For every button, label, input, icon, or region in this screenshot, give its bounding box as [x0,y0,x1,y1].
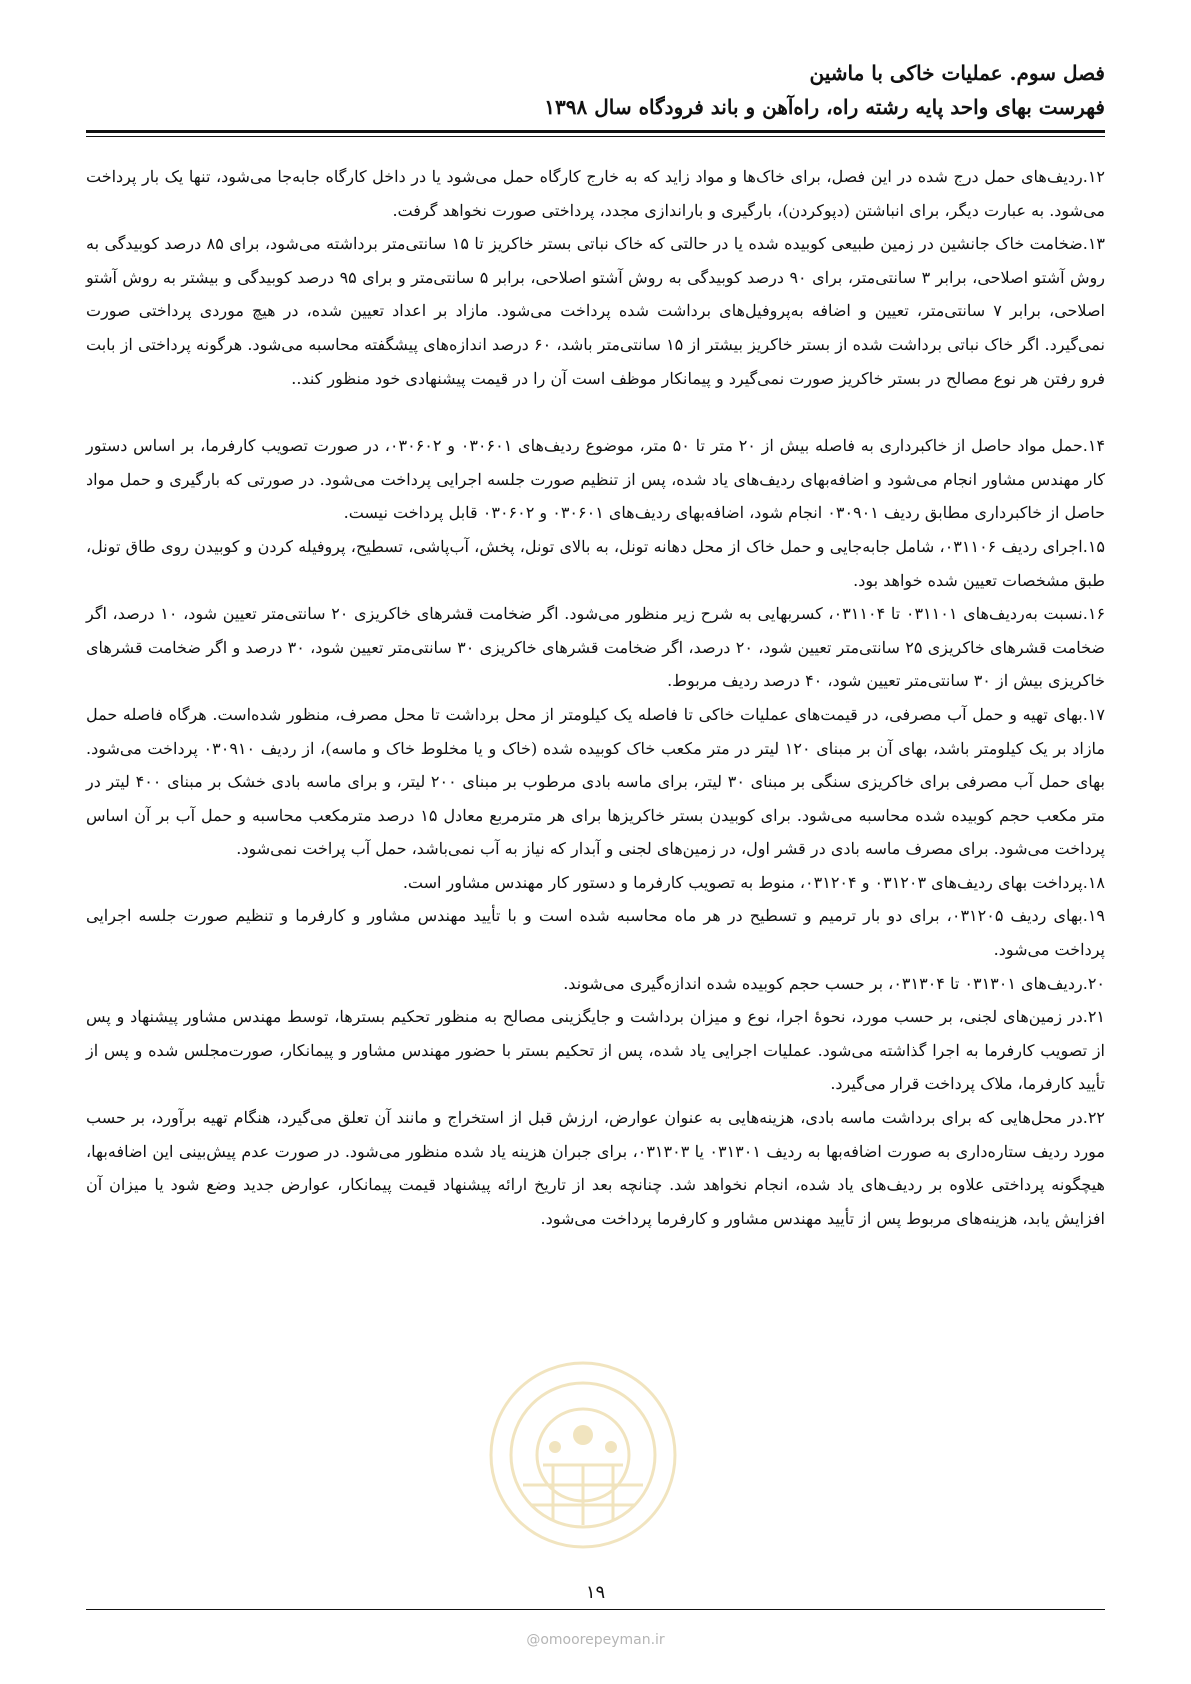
page-number-text: ۱۹ [580,1582,611,1603]
page-header [86,56,1105,124]
footer-rule [86,1609,1105,1610]
header-rule-thick [86,130,1105,133]
seal-logo-icon [483,1355,683,1555]
header-rule-thin [86,136,1105,137]
page-number [0,1582,1191,1604]
book-title: فهرست بهای واحد پایه رشته راه، راه‌آهن و باند فرودگاه سال ۱۳۹۸ [544,95,1105,119]
clause-13: ۱۳.ضخامت خاک جانشین در زمین طبیعی کوبیده شده یا در حالتی که خاک نباتی بستر خاکریز تا ۱۵ سانتی‌متر برداشته می‌شود، برای ۸۵ درصد کوبیدگی به روش آشتو اصلاحی، برابر ۳ سانتی‌متر، برای ۹۰ درصد کوبیدگی به روش آشتو اصلاحی، برابر ۵ سانتی‌متر و برای ۹۵ درصد کوبیدگی و بیشتر به روش آشتو اصلاحی، برابر ۷ سانتی‌متر، تعیین و اضافه به‌پروفیل‌های برداشت شده پرداخت می‌شود. مازاد بر اعداد تعیین شده، در هیچ موردی پرداختی صورت نمی‌گیرد. اگر خاک نباتی برداشت شده از بستر خاکریز بیشتر از ۱۵ سانتی‌متر باشد، ۶۰ درصد اندازه‌های پیشگفته محاسبه می‌شود. هرگونه پرداختی از بابت فرو رفتن هر نوع مصالح در بستر خاکریز صورت نمی‌گیرد و پیمانکار موظف است آن را در قیمت پیشنهادی خود منظور کند.. [86,234,1106,388]
clause-21: ۲۱.در زمین‌های لجنی، بر حسب مورد، نحوهٔ اجرا، نوع و میزان برداشت و جایگزینی مصالح به منظور تحکیم بسترها، توسط مهندس مشاور پیشنهاد و پس از تصویب کارفرما به اجرا گذاشته می‌شود. عملیات اجرایی یاد شده، پس از تحکیم بستر با حضور مهندس مشاور و پیمانکار، صورت‌مجلس شده و پس از تأیید کارفرما، ملاک پرداخت قرار می‌گیرد. [86,1007,1105,1094]
website-watermark: @omoorepeyman.ir [526,1632,665,1648]
clause-22: ۲۲.در محل‌هایی که برای برداشت ماسه بادی، هزینه‌هایی به عنوان عوارض، ارزش قبل از استخراج و مانند آن تعلق می‌گیرد، هنگام تهیه برآورد، بر حسب مورد ردیف ستاره‌داری به صورت اضافه‌بها به ردیف ۰۳۱۳۰۱ یا ۰۳۱۳۰۳، برای جبران هزینه یاد شده منظور می‌شود. در صورت عدم پیش‌بینی این اضافه‌بها، هیچگونه پرداختی علاوه بر ردیف‌های یاد شده، انجام نخواهد شد. چنانچه بعد از تاریخ ارائه پیشنهاد قیمت پیمانکار، عوارض جدید وضع شود یا میزان آن افزایش یابد، هزینه‌های مربوط پس از تأیید مهندس مشاور و کارفرما پرداخت می‌شود. [86,1108,1106,1228]
clause-17: ۱۷.بهای تهیه و حمل آب مصرفی، در قیمت‌های عملیات خاکی تا فاصله یک کیلومتر از محل برداشت تا محل مصرف، منظور شده‌است. هرگاه فاصله حمل مازاد بر یک کیلومتر باشد، بهای آن بر مبنای ۱۲۰ لیتر در متر مکعب خاک کوبیده شده (خاک و یا مخلوط خاک و ماسه)، از ردیف ۰۳۰۹۱۰ پرداخت می‌شود. بهای حمل آب مصرفی برای خاکریزی سنگی بر مبنای ۳۰ لیتر، برای ماسه بادی مرطوب بر مبنای ۲۰۰ لیتر، و برای ماسه بادی خشک بر مبنای ۴۰۰ لیتر در متر مکعب حجم کوبیده شده محاسبه می‌شود. برای کوبیدن بستر خاکریزها برای هر مترمربع معادل ۱۵ درصد مترمکعب محاسبه و حمل آب بر آن اساس پرداخت می‌شود. برای مصرف ماسه بادی در قشر اول، در زمین‌های لجنی و آبدار که نیاز به آب نمی‌باشد، حمل آب پراخت نمی‌شود. [86,704,1106,859]
clause-19: ۱۹.بهای ردیف ۰۳۱۲۰۵، برای دو بار ترمیم و تسطیح در هر ماه محاسبه شده است و با تأیید مهندس مشاور و کارفرما و تنظیم صورت جلسه اجرایی پرداخت می‌شود. [86,906,1105,960]
clause-20: ۲۰.ردیف‌های ۰۳۱۳۰۱ تا ۰۳۱۳۰۴، بر حسب حجم کوبیده شده اندازه‌گیری می‌شوند. [563,973,1105,993]
clause-18: ۱۸.پرداخت بهای ردیف‌های ۰۳۱۲۰۳ و ۰۳۱۲۰۴، منوط به تصویب کارفرما و دستور کار مهندس مشاور است. [402,872,1105,892]
clause-14: ۱۴.حمل مواد حاصل از خاکبرداری به فاصله بیش از ۲۰ متر تا ۵۰ متر، موضوع ردیف‌های ۰۳۰۶۰۱ و ۰۳۰۶۰۲، در صورت تصویب کارفرما، بر اساس دستور کار مهندس مشاور انجام می‌شود و اضافه‌بهای ردیف‌های یاد شده، پس از تنظیم صورت جلسه اجرایی پرداخت می‌شود. در صورتی که بارگیری و حمل مواد حاصل از خاکبرداری مطابق ردیف ۰۳۰۹۰۱ انجام شود، اضافه‌بهای ردیف‌های ۰۳۰۶۰۱ و ۰۳۰۶۰۲ قابل پرداخت نیست. [86,436,1106,523]
clause-15: ۱۵.اجرای ردیف ۰۳۱۱۰۶، شامل جابه‌جایی و حمل خاک از محل دهانه تونل، به بالای تونل، پخش، آب‌پاشی، تسطیح، پروفیله کردن و کوبیدن روی طاق تونل، طبق مشخصات تعیین شده خواهد بود. [86,536,1105,590]
clause-16: ۱۶.نسبت به‌ردیف‌های ۰۳۱۱۰۱ تا ۰۳۱۱۰۴، کسربهایی به شرح زیر منظور می‌شود. اگر ضخامت قشرهای خاکریزی ۲۰ سانتی‌متر تعیین شود، ۱۰ درصد، اگر ضخامت قشرهای خاکریزی ۲۵ سانتی‌متر تعیین شود، ۲۰ درصد، اگر ضخامت قشرهای خاکریزی ۳۰ سانتی‌متر تعیین شود، ۳۰ درصد و اگر ضخامت قشرهای خاکریزی بیش از ۳۰ سانتی‌متر تعیین شود، ۴۰ درصد ردیف مربوط. [86,604,1106,691]
body-text [86,160,1105,1235]
clause-12: ۱۲.ردیف‌های حمل درج شده در این فصل، برای خاک‌ها و مواد زاید که به خارج کارگاه حمل می‌شود یا در داخل کارگاه جابه‌جا می‌شود، تنها یک بار پرداخت می‌شود. به عبارت دیگر، برای انباشتن (دپوکردن)، بارگیری و باراندازی مجدد، پرداختی صورت نخواهد گرفت. [86,167,1105,220]
chapter-title: فصل سوم. عملیات خاکی با ماشین [809,61,1105,85]
